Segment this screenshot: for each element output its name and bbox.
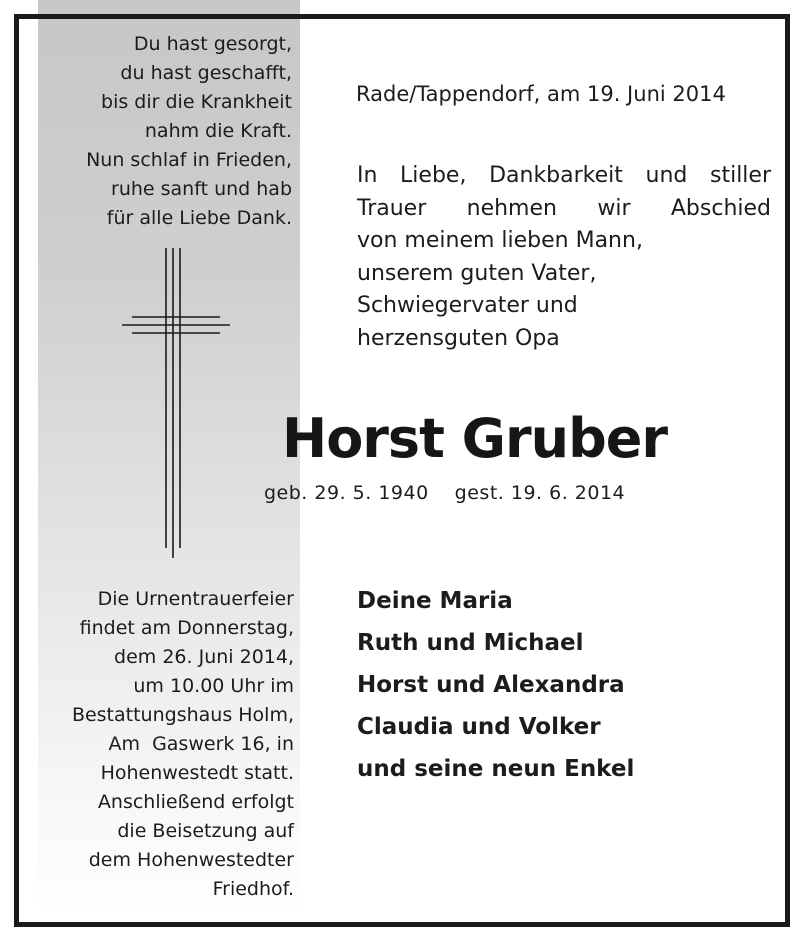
ceremony-line: Anschließend erfolgt [97,791,294,813]
ceremony-line: um 10.00 Uhr im [133,675,294,697]
family-line: Horst und Alexandra [357,672,625,698]
poem-line: bis dir die Krankheit [101,91,292,113]
poem [40,30,292,233]
poem-line: Nun schlaf in Frieden, [86,149,292,171]
intro-line: unserem guten Vater, [357,260,597,286]
ceremony-line: Die Urnentrauerfeier [97,588,294,610]
ceremony-line: Am Gaswerk 16, in [108,733,294,755]
poem-line: ruhe sanft und hab [111,178,292,200]
ceremony-info [36,585,294,904]
life-dates [264,482,625,504]
deceased-name: Horst Gruber [282,407,667,470]
ceremony-line: Hohenwestedt statt. [100,762,294,784]
poem-line: du hast geschafft, [120,62,292,84]
family-line: Deine Maria [357,588,513,614]
family-line: Claudia und Volker [357,714,601,740]
poem-line: Du hast gesorgt, [133,33,292,55]
intro-line: von meinem lieben Mann, [357,228,643,253]
ceremony-line: Friedhof. [212,878,294,900]
ceremony-line: die Beisetzung auf [117,820,294,842]
death-date: gest. 19. 6. 2014 [454,482,626,504]
intro-line: In Liebe, Dankbarkeit und stiller [357,163,771,188]
ceremony-line: dem 26. Juni 2014, [114,646,294,668]
poem-line: nahm die Kraft. [144,120,292,142]
family-line: Ruth und Michael [357,630,584,656]
intro-line: Trauer nehmen wir Abschied [357,195,771,221]
poem-line: für alle Liebe Dank. [106,207,292,229]
intro-line: Schwiegervater und [357,293,578,318]
intro-text [357,160,771,355]
cross-icon [122,248,230,558]
intro-line: herzensguten Opa [357,325,560,351]
ceremony-line: dem Hohenwestedter [88,849,294,871]
family-signatures [357,580,634,790]
place-date: Rade/Tappendorf, am 19. Juni 2014 [356,82,726,106]
ceremony-line: findet am Donnerstag, [79,617,294,639]
family-line: und seine neun Enkel [357,756,635,782]
birth-date: geb. 29. 5. 1940 [264,482,429,504]
ceremony-line: Bestattungshaus Holm, [71,704,294,726]
